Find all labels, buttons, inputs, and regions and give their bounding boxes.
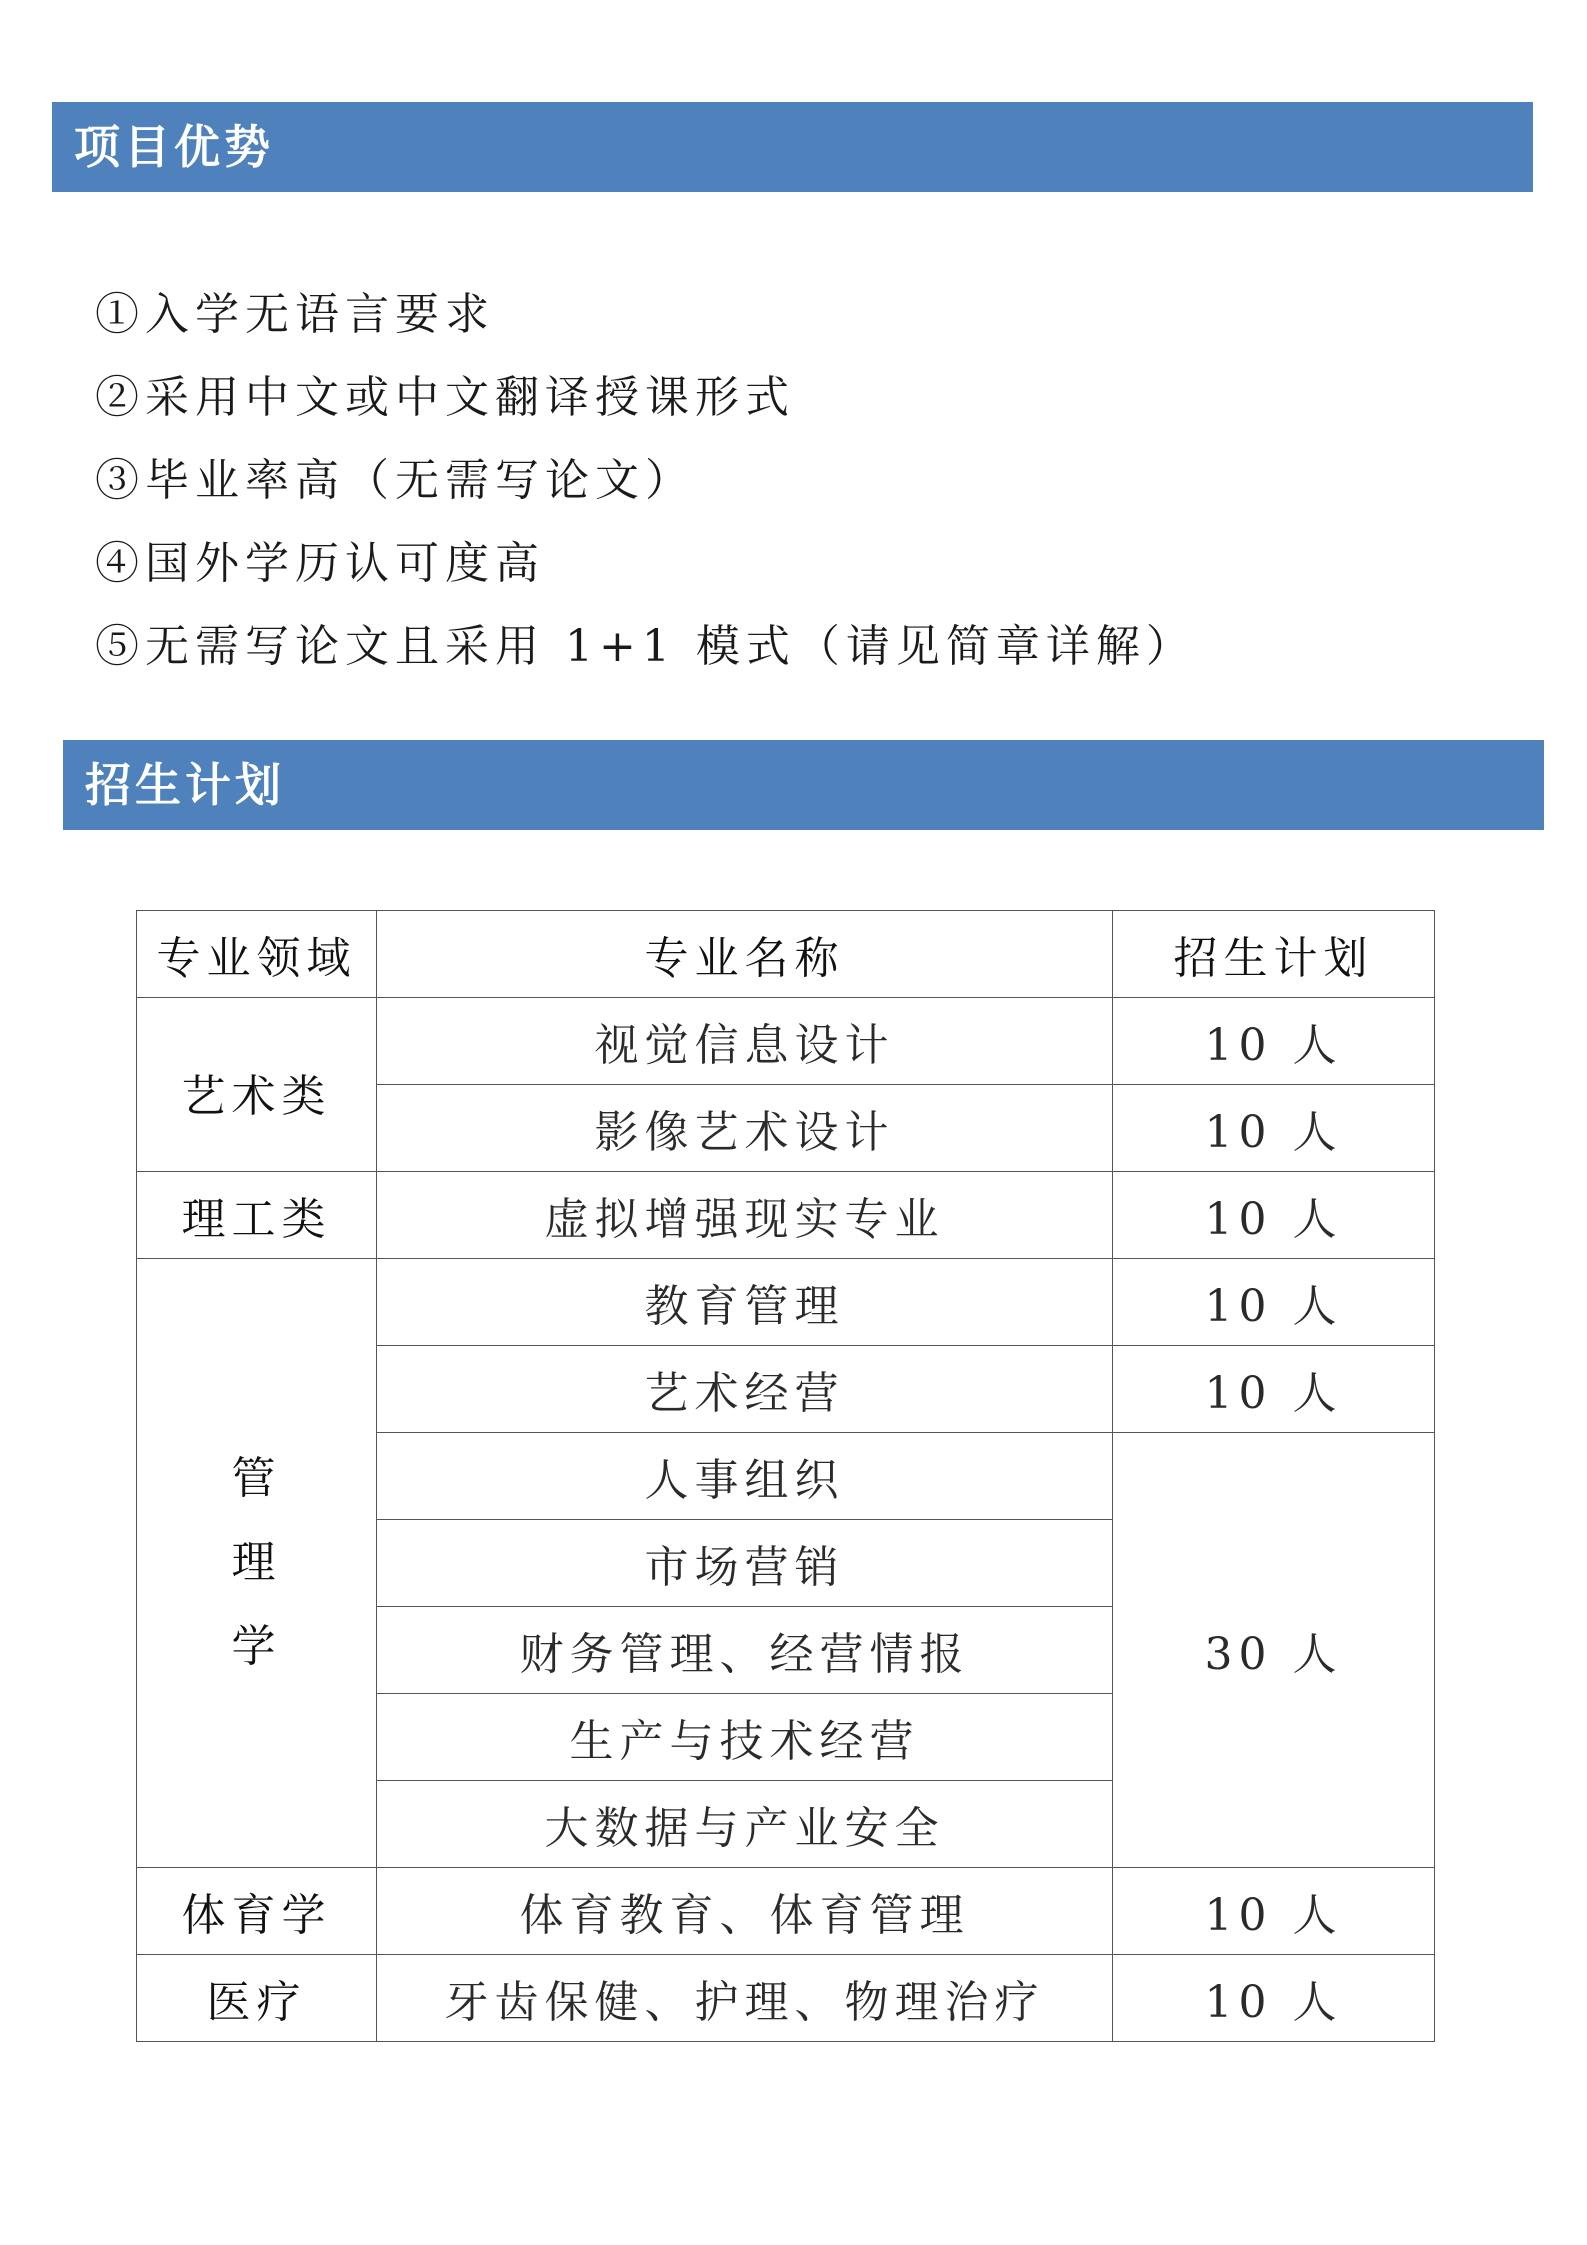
major-cell: 视觉信息设计 [377, 998, 1113, 1085]
advantage-item: ①入学无语言要求 [95, 289, 495, 340]
domain-char: 学 [231, 1621, 282, 1672]
quota-cell: 10 人 [1113, 1955, 1435, 2042]
column-header-major: 专业名称 [377, 911, 1113, 998]
major-cell: 市场营销 [377, 1520, 1113, 1607]
major-cell: 生产与技术经营 [377, 1694, 1113, 1781]
major-cell: 体育教育、体育管理 [377, 1868, 1113, 1955]
domain-char: 管 [231, 1453, 282, 1504]
section-title: 招生计划 [85, 758, 285, 812]
section-title: 项目优势 [74, 120, 274, 174]
quota-cell: 10 人 [1113, 998, 1435, 1085]
domain-cell: 艺术类 [137, 998, 377, 1172]
section-header-enrollment-plan [63, 740, 1544, 830]
quota-cell: 10 人 [1113, 1259, 1435, 1346]
major-cell: 大数据与产业安全 [377, 1781, 1113, 1868]
major-cell: 教育管理 [377, 1259, 1113, 1346]
table-row [137, 1172, 1435, 1259]
domain-cell-vertical [137, 1259, 377, 1868]
enrollment-plan-table [136, 910, 1435, 2042]
advantage-item: ③毕业率高（无需写论文） [95, 455, 695, 506]
major-cell: 财务管理、经营情报 [377, 1607, 1113, 1694]
quota-cell: 30 人 [1113, 1433, 1435, 1868]
quota-cell: 10 人 [1113, 1172, 1435, 1259]
column-header-quota: 招生计划 [1113, 911, 1435, 998]
advantages-list [95, 285, 1196, 700]
major-cell: 艺术经营 [377, 1346, 1113, 1433]
domain-cell: 医疗 [137, 1955, 377, 2042]
section-header-advantages [52, 102, 1533, 192]
table-row [137, 1868, 1435, 1955]
quota-cell: 10 人 [1113, 1085, 1435, 1172]
domain-cell: 体育学 [137, 1868, 377, 1955]
advantage-item: ④国外学历认可度高 [95, 538, 545, 589]
table-row [137, 1955, 1435, 2042]
advantage-item: ⑤无需写论文且采用 1+1 模式（请见简章详解） [95, 621, 1196, 672]
quota-cell: 10 人 [1113, 1868, 1435, 1955]
column-header-domain: 专业领域 [137, 911, 377, 998]
major-cell: 人事组织 [377, 1433, 1113, 1520]
advantage-item: ②采用中文或中文翻译授课形式 [95, 372, 795, 423]
table-row [137, 998, 1435, 1085]
quota-cell: 10 人 [1113, 1346, 1435, 1433]
table-header-row [137, 911, 1435, 998]
major-cell: 虚拟增强现实专业 [377, 1172, 1113, 1259]
major-cell: 影像艺术设计 [377, 1085, 1113, 1172]
domain-char: 理 [231, 1537, 282, 1588]
domain-cell: 理工类 [137, 1172, 377, 1259]
table-row [137, 1259, 1435, 1346]
major-cell: 牙齿保健、护理、物理治疗 [377, 1955, 1113, 2042]
